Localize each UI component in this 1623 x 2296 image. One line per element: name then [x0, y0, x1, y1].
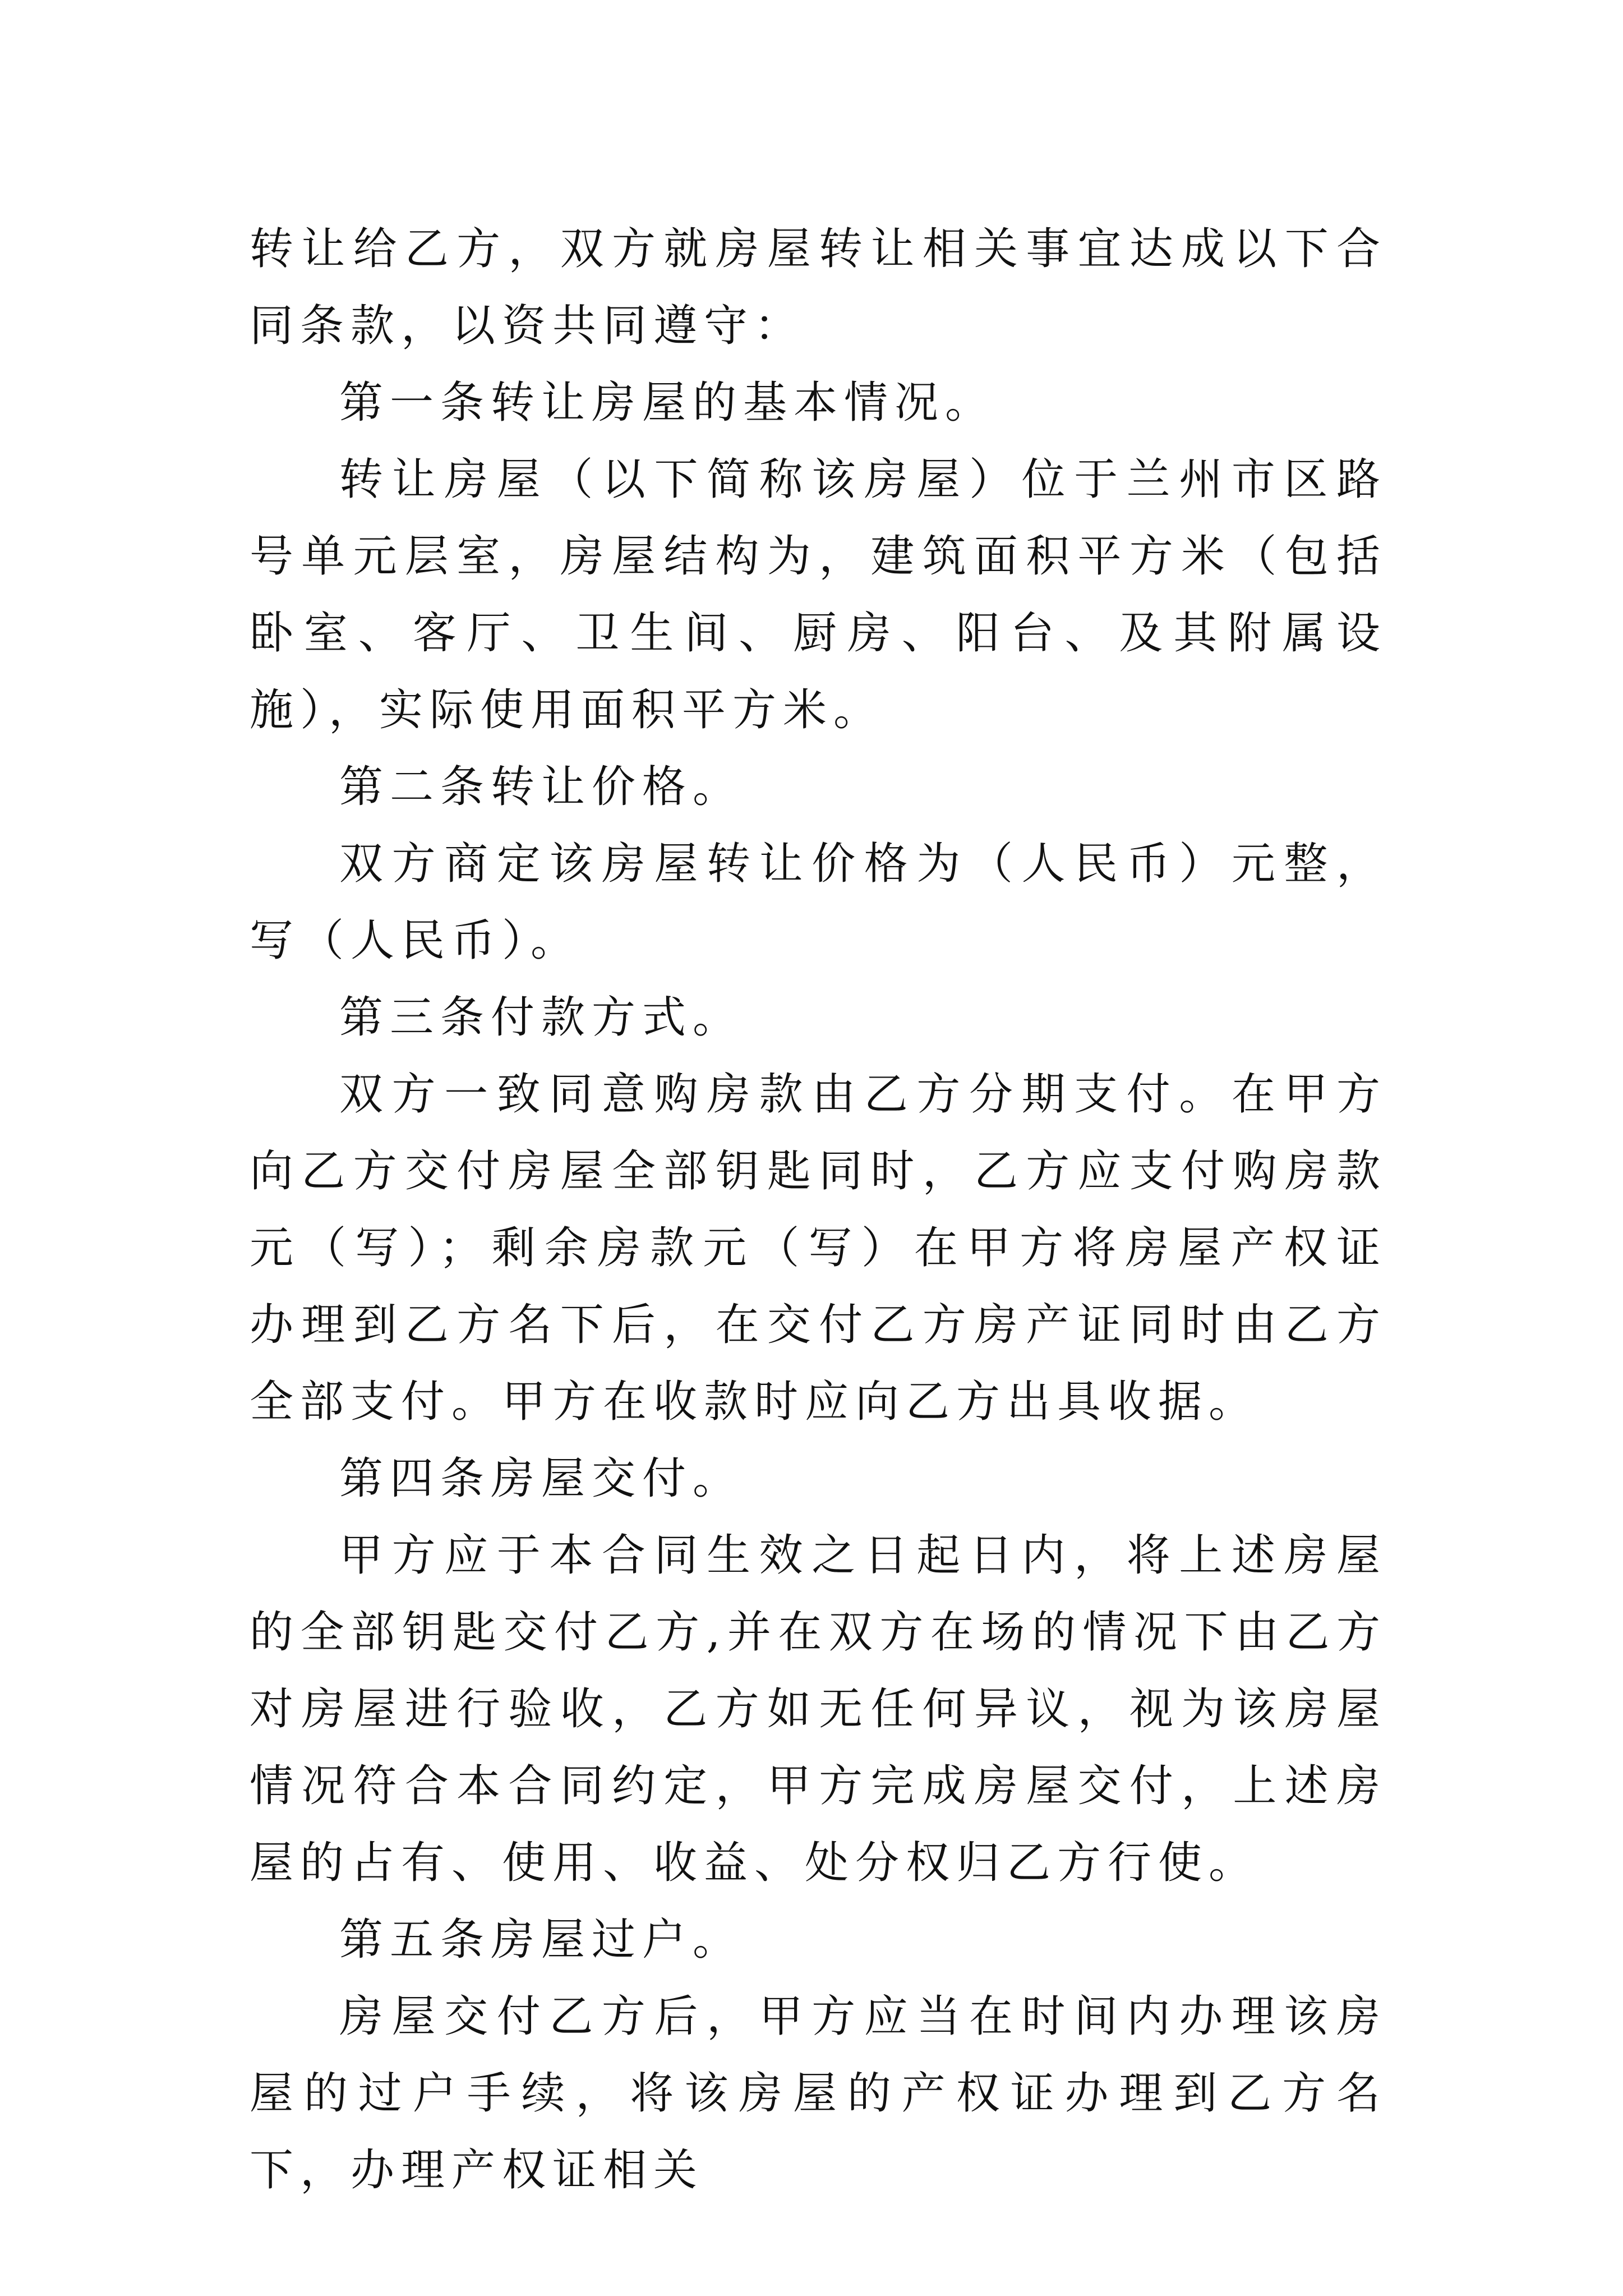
paragraph-article-4: 甲方应于本合同生效之日起日内，将上述房屋的全部钥匙交付乙方,并在双方在场的情况下由乙方对房屋进行验收，乙方如无任何异议，视为该房屋情况符合本合同约定，甲方完成房屋交付，上述房屋的占有、使用、收益、处分权归乙方行使。 [250, 1530, 1387, 1888]
paragraph-article-5: 房屋交付乙方后，甲方应当在时间内办理该房屋的过户手续，将该房屋的产权证办理到乙方名下，办理产权证相关 [250, 1991, 1387, 2196]
paragraph-article-1: 转让房屋（以下简称该房屋）位于兰州市区路号单元层室，房屋结构为，建筑面积平方米（包括卧室、客厅、卫生间、厨房、阳台、及其附属设施），实际使用面积平方米。 [250, 454, 1387, 735]
heading-article-5: 第五条房屋过户。 [339, 1915, 744, 1965]
heading-article-4: 第四条房屋交付。 [339, 1453, 744, 1504]
heading-article-3: 第三条付款方式。 [339, 992, 744, 1043]
heading-article-2: 第二条转让价格。 [339, 762, 744, 812]
paragraph-article-3: 双方一致同意购房款由乙方分期支付。在甲方向乙方交付房屋全部钥匙同时，乙方应支付购房款元（写）；剩余房款元（写）在甲方将房屋产权证办理到乙方名下后，在交付乙方房产证同时由乙方全部支付。甲方在收款时应向乙方出具收据。 [250, 1069, 1387, 1427]
contract-body [250, 211, 1387, 2209]
paragraph-intro: 转让给乙方，双方就房屋转让相关事宜达成以下合同条款，以资共同遵守： [250, 224, 1387, 351]
paragraph-article-2: 双方商定该房屋转让价格为（人民币）元整，写（人民币）。 [250, 839, 1387, 966]
heading-article-1: 第一条转让房屋的基本情况。 [339, 378, 996, 428]
